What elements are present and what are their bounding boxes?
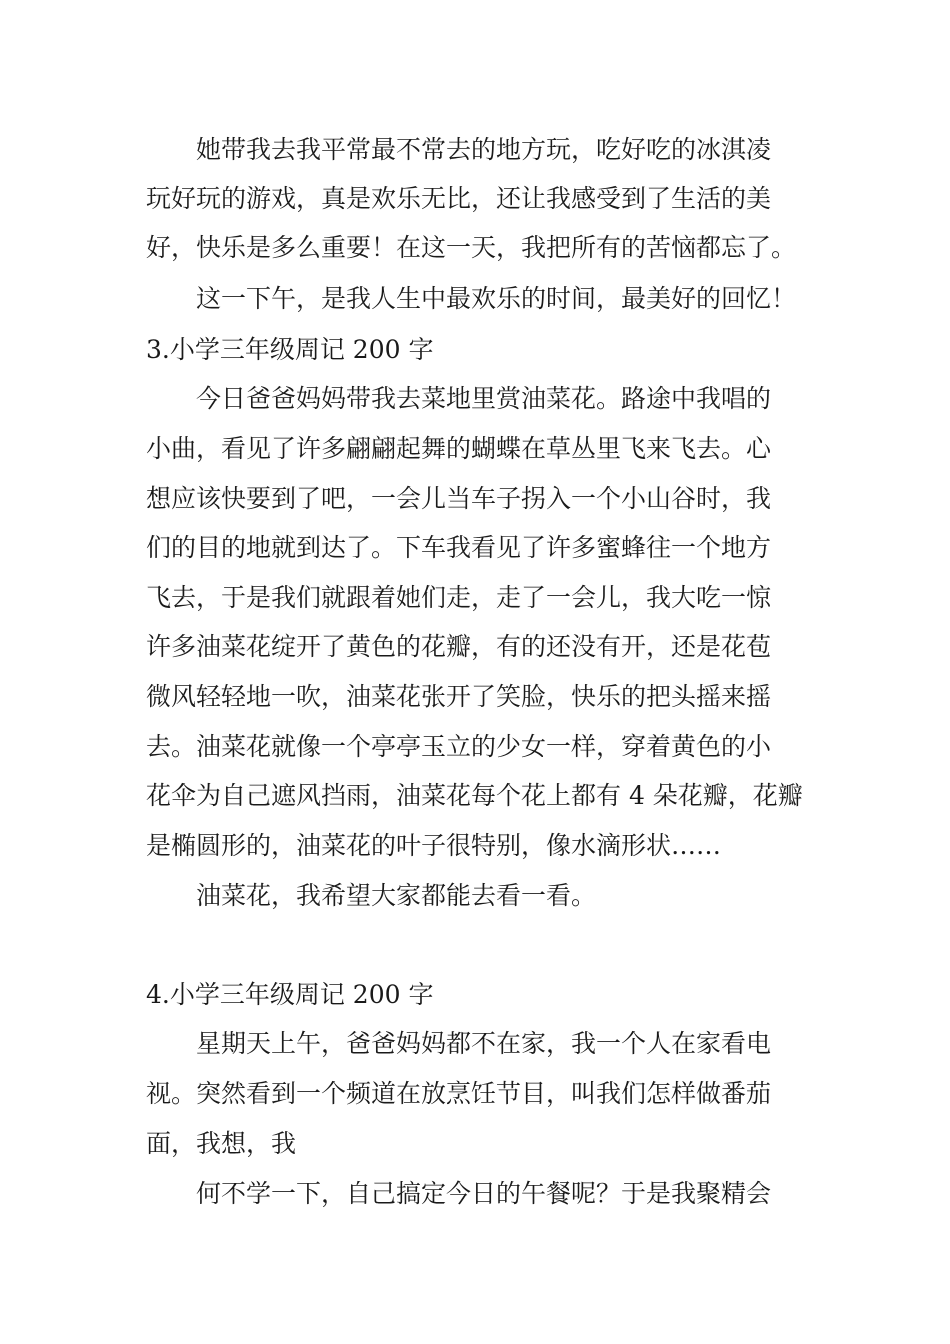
paragraph-line: 许多油菜花绽开了黄色的花瓣，有的还没有开，还是花苞	[146, 632, 772, 661]
section-heading: 3.小学三年级周记 200 字	[146, 335, 434, 364]
section-heading: 4.小学三年级周记 200 字	[146, 980, 434, 1009]
paragraph-line: 小曲，看见了许多翩翩起舞的蝴蝶在草丛里飞来飞去。心	[146, 434, 772, 463]
paragraph-line: 星期天上午，爸爸妈妈都不在家，我一个人在家看电	[196, 1029, 772, 1058]
paragraph-line: 去。油菜花就像一个亭亭玉立的少女一样，穿着黄色的小	[146, 732, 772, 761]
paragraph-line: 们的目的地就到达了。下车我看见了许多蜜蜂往一个地方	[146, 533, 772, 562]
paragraph-line: 今日爸爸妈妈带我去菜地里赏油菜花。路途中我唱的	[196, 384, 772, 413]
paragraph-line: 好，快乐是多么重要！在这一天，我把所有的苦恼都忘了。	[146, 233, 797, 262]
paragraph-line: 她带我去我平常最不常去的地方玩，吃好吃的冰淇凌	[196, 135, 772, 164]
paragraph-line: 花伞为自己遮风挡雨，油菜花每个花上都有 4 朵花瓣，花瓣	[146, 781, 803, 810]
paragraph-line: 微风轻轻地一吹，油菜花张开了笑脸，快乐的把头摇来摇	[146, 682, 772, 711]
paragraph-line: 这一下午，是我人生中最欢乐的时间，最美好的回忆！	[196, 284, 797, 313]
paragraph-line: 玩好玩的游戏，真是欢乐无比，还让我感受到了生活的美	[146, 184, 772, 213]
paragraph-line: 是椭圆形的，油菜花的叶子很特别，像水滴形状……	[146, 831, 722, 860]
paragraph-line: 面，我想，我	[146, 1129, 297, 1158]
paragraph-line: 视。突然看到一个频道在放烹饪节目，叫我们怎样做番茄	[146, 1079, 772, 1108]
paragraph-line: 油菜花，我希望大家都能去看一看。	[196, 881, 597, 910]
paragraph-line: 想应该快要到了吧，一会儿当车子拐入一个小山谷时，我	[146, 484, 772, 513]
paragraph-line: 何不学一下，自己搞定今日的午餐呢？于是我聚精会	[196, 1179, 772, 1208]
paragraph-line: 飞去，于是我们就跟着她们走，走了一会儿，我大吃一惊	[146, 583, 772, 612]
